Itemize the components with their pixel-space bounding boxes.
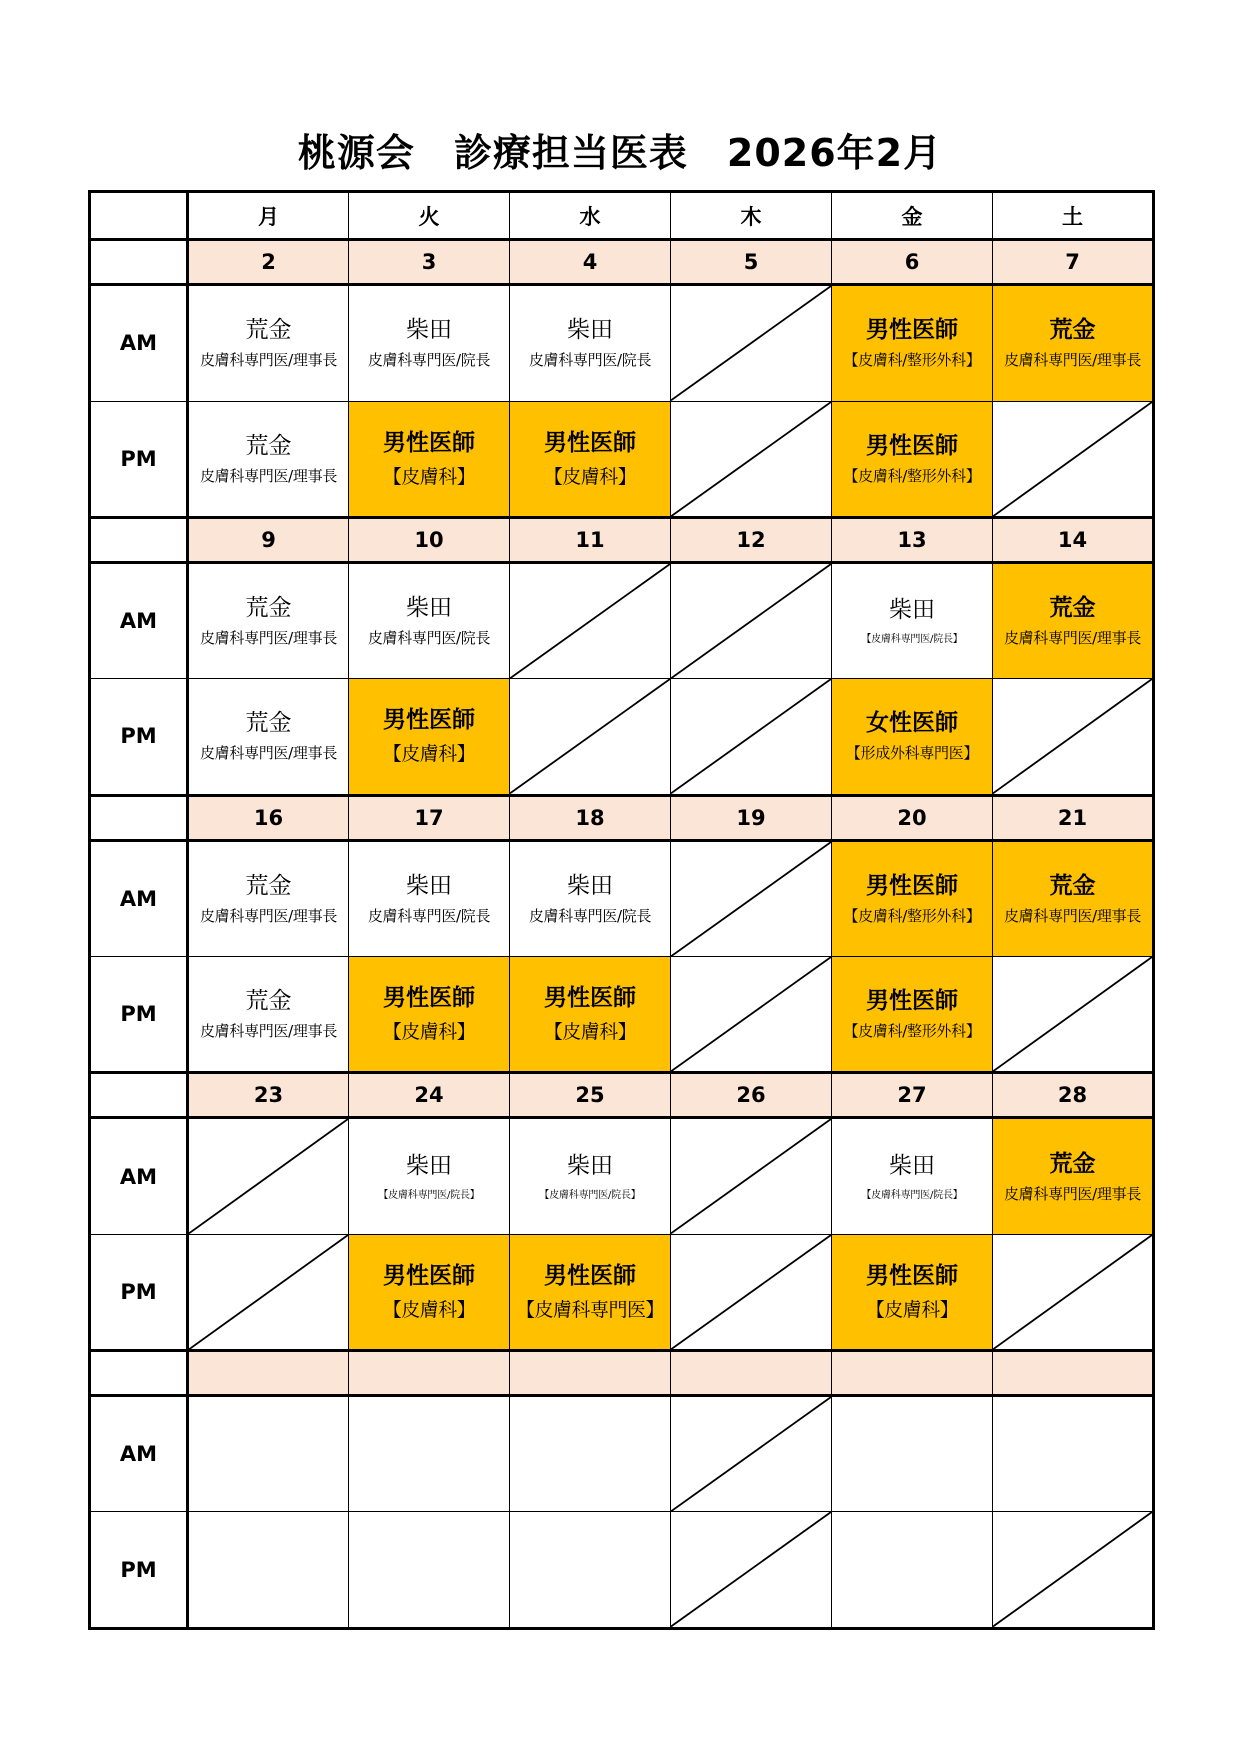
doctor-specialty: 【皮膚科/整形外科】 — [843, 351, 981, 370]
doctor-specialty: 【皮膚科】 — [543, 465, 637, 488]
doctor-name: 荒金 — [1049, 595, 1096, 622]
empty-slot-cell — [832, 1512, 993, 1629]
doctor-specialty: 皮膚科専門医/理事長 — [1003, 906, 1142, 925]
doctor-specialty: 【皮膚科】 — [382, 465, 476, 488]
date-cell: 27 — [832, 1073, 993, 1118]
date-row-label-cell — [90, 1351, 188, 1396]
doctor-name: 男性医師 — [383, 707, 475, 734]
doctor-slot-cell — [993, 562, 1154, 678]
doctor-specialty: 皮膚科専門医/理事長 — [199, 629, 338, 648]
doctor-specialty: 【皮膚科】 — [382, 743, 476, 766]
am-row — [90, 1396, 1154, 1512]
schedule-table — [88, 190, 1155, 1630]
doctor-specialty: 【皮膚科/整形外科】 — [843, 466, 981, 485]
date-cell — [832, 1351, 993, 1396]
pm-row — [90, 1512, 1154, 1629]
doctor-specialty: 皮膚科専門医/理事長 — [199, 1022, 338, 1041]
date-cell: 7 — [993, 240, 1154, 285]
doctor-specialty: 【形成外科専門医】 — [845, 744, 979, 763]
doctor-slot-cell — [188, 401, 349, 517]
doctor-specialty: 皮膚科専門医/理事長 — [199, 906, 338, 925]
doctor-slot-cell — [349, 285, 510, 401]
doctor-slot-cell — [832, 562, 993, 678]
date-cell: 2 — [188, 240, 349, 285]
date-cell: 13 — [832, 517, 993, 562]
page-title: 桃源会 診療担当医表 2026年2月 — [297, 131, 943, 175]
closed-slot-diagonal — [993, 402, 1152, 516]
date-row-label-cell — [90, 240, 188, 285]
am-row — [90, 562, 1154, 678]
closed-slot-cell — [671, 401, 832, 517]
doctor-slot-cell — [510, 285, 671, 401]
am-label: AM — [90, 840, 188, 956]
date-cell — [993, 1351, 1154, 1396]
doctor-slot-cell — [349, 957, 510, 1073]
weekday-header-row — [90, 192, 1154, 240]
doctor-slot-cell — [832, 957, 993, 1073]
pm-label: PM — [90, 1512, 188, 1629]
doctor-specialty: 【皮膚科専門医/院長】 — [539, 1189, 641, 1201]
closed-slot-diagonal — [671, 402, 831, 516]
date-row-label-cell — [90, 795, 188, 840]
date-cell: 23 — [188, 1073, 349, 1118]
doctor-name: 男性医師 — [866, 988, 958, 1015]
closed-slot-cell — [671, 840, 832, 956]
doctor-specialty: 皮膚科専門医/理事長 — [1003, 629, 1142, 648]
date-cell: 25 — [510, 1073, 671, 1118]
doctor-name: 柴田 — [889, 1152, 935, 1179]
closed-slot-diagonal — [671, 1512, 831, 1627]
doctor-name: 男性医師 — [866, 317, 958, 344]
date-cell: 3 — [349, 240, 510, 285]
doctor-specialty: 【皮膚科】 — [543, 1021, 637, 1044]
doctor-slot-cell — [832, 1234, 993, 1350]
closed-slot-diagonal — [993, 1235, 1152, 1349]
empty-slot-cell — [510, 1396, 671, 1512]
doctor-name: 柴田 — [567, 1152, 613, 1179]
doctor-name: 柴田 — [406, 872, 452, 899]
doctor-specialty: 【皮膚科専門医/院長】 — [861, 634, 963, 646]
date-cell: 6 — [832, 240, 993, 285]
doctor-name: 男性医師 — [383, 985, 475, 1012]
weekday-header-tue: 火 — [349, 192, 510, 240]
doctor-specialty: 【皮膚科専門医/院長】 — [378, 1189, 480, 1201]
date-cell — [188, 1351, 349, 1396]
date-row — [90, 1073, 1154, 1118]
closed-slot-cell — [671, 957, 832, 1073]
doctor-slot-cell — [832, 679, 993, 795]
doctor-slot-cell — [188, 285, 349, 401]
doctor-name: 男性医師 — [383, 1262, 475, 1289]
closed-slot-diagonal — [671, 679, 831, 793]
doctor-slot-cell — [349, 1118, 510, 1234]
pm-row — [90, 957, 1154, 1073]
date-cell: 9 — [188, 517, 349, 562]
doctor-slot-cell — [188, 562, 349, 678]
pm-label: PM — [90, 957, 188, 1073]
pm-row — [90, 401, 1154, 517]
am-label: AM — [90, 285, 188, 401]
doctor-slot-cell — [349, 562, 510, 678]
empty-slot-cell — [993, 1396, 1154, 1512]
closed-slot-diagonal — [671, 842, 831, 956]
empty-slot-cell — [510, 1512, 671, 1629]
empty-slot-cell — [349, 1396, 510, 1512]
date-cell: 19 — [671, 795, 832, 840]
doctor-name: 柴田 — [406, 1152, 452, 1179]
am-label: AM — [90, 1118, 188, 1234]
date-cell: 17 — [349, 795, 510, 840]
date-cell: 26 — [671, 1073, 832, 1118]
date-row-label-cell — [90, 517, 188, 562]
closed-slot-diagonal — [993, 957, 1152, 1071]
doctor-specialty: 【皮膚科】 — [382, 1021, 476, 1044]
closed-slot-cell — [993, 957, 1154, 1073]
am-row — [90, 285, 1154, 401]
doctor-slot-cell — [993, 1118, 1154, 1234]
closed-slot-cell — [671, 1234, 832, 1350]
doctor-name: 男性医師 — [544, 985, 636, 1012]
date-row — [90, 240, 1154, 285]
doctor-name: 男性医師 — [866, 432, 958, 459]
date-row — [90, 517, 1154, 562]
date-cell — [510, 1351, 671, 1396]
closed-slot-diagonal — [671, 286, 831, 400]
closed-slot-diagonal — [189, 1119, 348, 1233]
doctor-name: 荒金 — [1049, 1150, 1096, 1177]
doctor-slot-cell — [510, 840, 671, 956]
closed-slot-cell — [671, 1512, 832, 1629]
pm-label: PM — [90, 679, 188, 795]
closed-slot-cell — [993, 1512, 1154, 1629]
doctor-name: 荒金 — [245, 317, 292, 344]
closed-slot-diagonal — [510, 679, 670, 793]
closed-slot-diagonal — [671, 1397, 831, 1511]
date-cell: 14 — [993, 517, 1154, 562]
doctor-name: 柴田 — [406, 595, 452, 622]
date-row — [90, 795, 1154, 840]
weekday-header-thu: 木 — [671, 192, 832, 240]
doctor-specialty: 皮膚科専門医/理事長 — [199, 744, 338, 763]
closed-slot-diagonal — [993, 679, 1152, 793]
doctor-specialty: 皮膚科専門医/院長 — [528, 906, 652, 925]
doctor-slot-cell — [993, 840, 1154, 956]
closed-slot-cell — [188, 1118, 349, 1234]
closed-slot-cell — [671, 1396, 832, 1512]
doctor-name: 男性医師 — [866, 872, 958, 899]
doctor-specialty: 【皮膚科】 — [865, 1298, 959, 1321]
pm-label: PM — [90, 401, 188, 517]
closed-slot-cell — [188, 1234, 349, 1350]
date-cell: 28 — [993, 1073, 1154, 1118]
doctor-slot-cell — [832, 840, 993, 956]
date-row — [90, 1351, 1154, 1396]
doctor-slot-cell — [188, 957, 349, 1073]
pm-row — [90, 1234, 1154, 1350]
date-cell: 12 — [671, 517, 832, 562]
closed-slot-cell — [993, 1234, 1154, 1350]
date-cell — [349, 1351, 510, 1396]
doctor-specialty: 皮膚科専門医/理事長 — [199, 351, 338, 370]
doctor-slot-cell — [993, 285, 1154, 401]
doctor-specialty: 【皮膚科専門医/院長】 — [861, 1189, 963, 1201]
weekday-header-fri: 金 — [832, 192, 993, 240]
doctor-slot-cell — [510, 401, 671, 517]
doctor-name: 男性医師 — [866, 1262, 958, 1289]
doctor-slot-cell — [832, 1118, 993, 1234]
closed-slot-cell — [671, 1118, 832, 1234]
date-cell — [671, 1351, 832, 1396]
doctor-slot-cell — [349, 679, 510, 795]
header-corner-cell — [90, 192, 188, 240]
doctor-slot-cell — [510, 1118, 671, 1234]
closed-slot-cell — [671, 562, 832, 678]
doctor-name: 柴田 — [567, 317, 613, 344]
doctor-slot-cell — [832, 401, 993, 517]
pm-label: PM — [90, 1234, 188, 1350]
empty-slot-cell — [349, 1512, 510, 1629]
doctor-slot-cell — [188, 840, 349, 956]
closed-slot-diagonal — [671, 1235, 831, 1349]
closed-slot-cell — [993, 679, 1154, 795]
doctor-name: 荒金 — [1049, 872, 1096, 899]
doctor-specialty: 【皮膚科専門医】 — [515, 1298, 664, 1321]
date-cell: 5 — [671, 240, 832, 285]
doctor-name: 荒金 — [245, 710, 292, 737]
doctor-name: 柴田 — [889, 597, 935, 624]
pm-row — [90, 679, 1154, 795]
doctor-name: 柴田 — [567, 872, 613, 899]
am-label: AM — [90, 562, 188, 678]
doctor-specialty: 皮膚科専門医/理事長 — [1003, 1184, 1142, 1203]
closed-slot-diagonal — [671, 564, 831, 678]
closed-slot-diagonal — [993, 1512, 1152, 1627]
doctor-name: 男性医師 — [544, 429, 636, 456]
doctor-specialty: 皮膚科専門医/理事長 — [199, 466, 338, 485]
date-cell: 10 — [349, 517, 510, 562]
doctor-specialty: 【皮膚科】 — [382, 1298, 476, 1321]
doctor-specialty: 【皮膚科/整形外科】 — [843, 906, 981, 925]
am-row — [90, 840, 1154, 956]
doctor-name: 荒金 — [245, 432, 292, 459]
doctor-specialty: 皮膚科専門医/理事長 — [1003, 351, 1142, 370]
doctor-specialty: 皮膚科専門医/院長 — [367, 351, 491, 370]
closed-slot-cell — [993, 401, 1154, 517]
date-cell: 4 — [510, 240, 671, 285]
doctor-slot-cell — [349, 1234, 510, 1350]
schedule-body — [90, 192, 1154, 1629]
doctor-slot-cell — [188, 679, 349, 795]
doctor-slot-cell — [349, 840, 510, 956]
doctor-specialty: 皮膚科専門医/院長 — [528, 351, 652, 370]
doctor-slot-cell — [510, 1234, 671, 1350]
doctor-name: 荒金 — [245, 988, 292, 1015]
weekday-header-mon: 月 — [188, 192, 349, 240]
closed-slot-cell — [671, 285, 832, 401]
closed-slot-diagonal — [189, 1235, 348, 1349]
doctor-name: 荒金 — [245, 595, 292, 622]
closed-slot-cell — [510, 679, 671, 795]
doctor-slot-cell — [832, 285, 993, 401]
date-cell: 18 — [510, 795, 671, 840]
date-row-label-cell — [90, 1073, 188, 1118]
closed-slot-cell — [671, 679, 832, 795]
empty-slot-cell — [832, 1396, 993, 1512]
doctor-name: 男性医師 — [544, 1262, 636, 1289]
doctor-specialty: 【皮膚科/整形外科】 — [843, 1022, 981, 1041]
weekday-header-sat: 土 — [993, 192, 1154, 240]
doctor-name: 男性医師 — [383, 429, 475, 456]
empty-slot-cell — [188, 1396, 349, 1512]
doctor-name: 柴田 — [406, 317, 452, 344]
doctor-slot-cell — [510, 957, 671, 1073]
closed-slot-diagonal — [671, 1119, 831, 1233]
doctor-specialty: 皮膚科専門医/院長 — [367, 629, 491, 648]
empty-slot-cell — [188, 1512, 349, 1629]
date-cell: 24 — [349, 1073, 510, 1118]
doctor-name: 女性医師 — [866, 710, 958, 737]
closed-slot-diagonal — [671, 957, 831, 1071]
date-cell: 20 — [832, 795, 993, 840]
closed-slot-diagonal — [510, 564, 670, 678]
doctor-name: 荒金 — [1049, 317, 1096, 344]
doctor-slot-cell — [349, 401, 510, 517]
date-cell: 21 — [993, 795, 1154, 840]
closed-slot-cell — [510, 562, 671, 678]
weekday-header-wed: 水 — [510, 192, 671, 240]
am-row — [90, 1118, 1154, 1234]
am-label: AM — [90, 1396, 188, 1512]
doctor-name: 荒金 — [245, 872, 292, 899]
date-cell: 16 — [188, 795, 349, 840]
doctor-specialty: 皮膚科専門医/院長 — [367, 906, 491, 925]
date-cell: 11 — [510, 517, 671, 562]
